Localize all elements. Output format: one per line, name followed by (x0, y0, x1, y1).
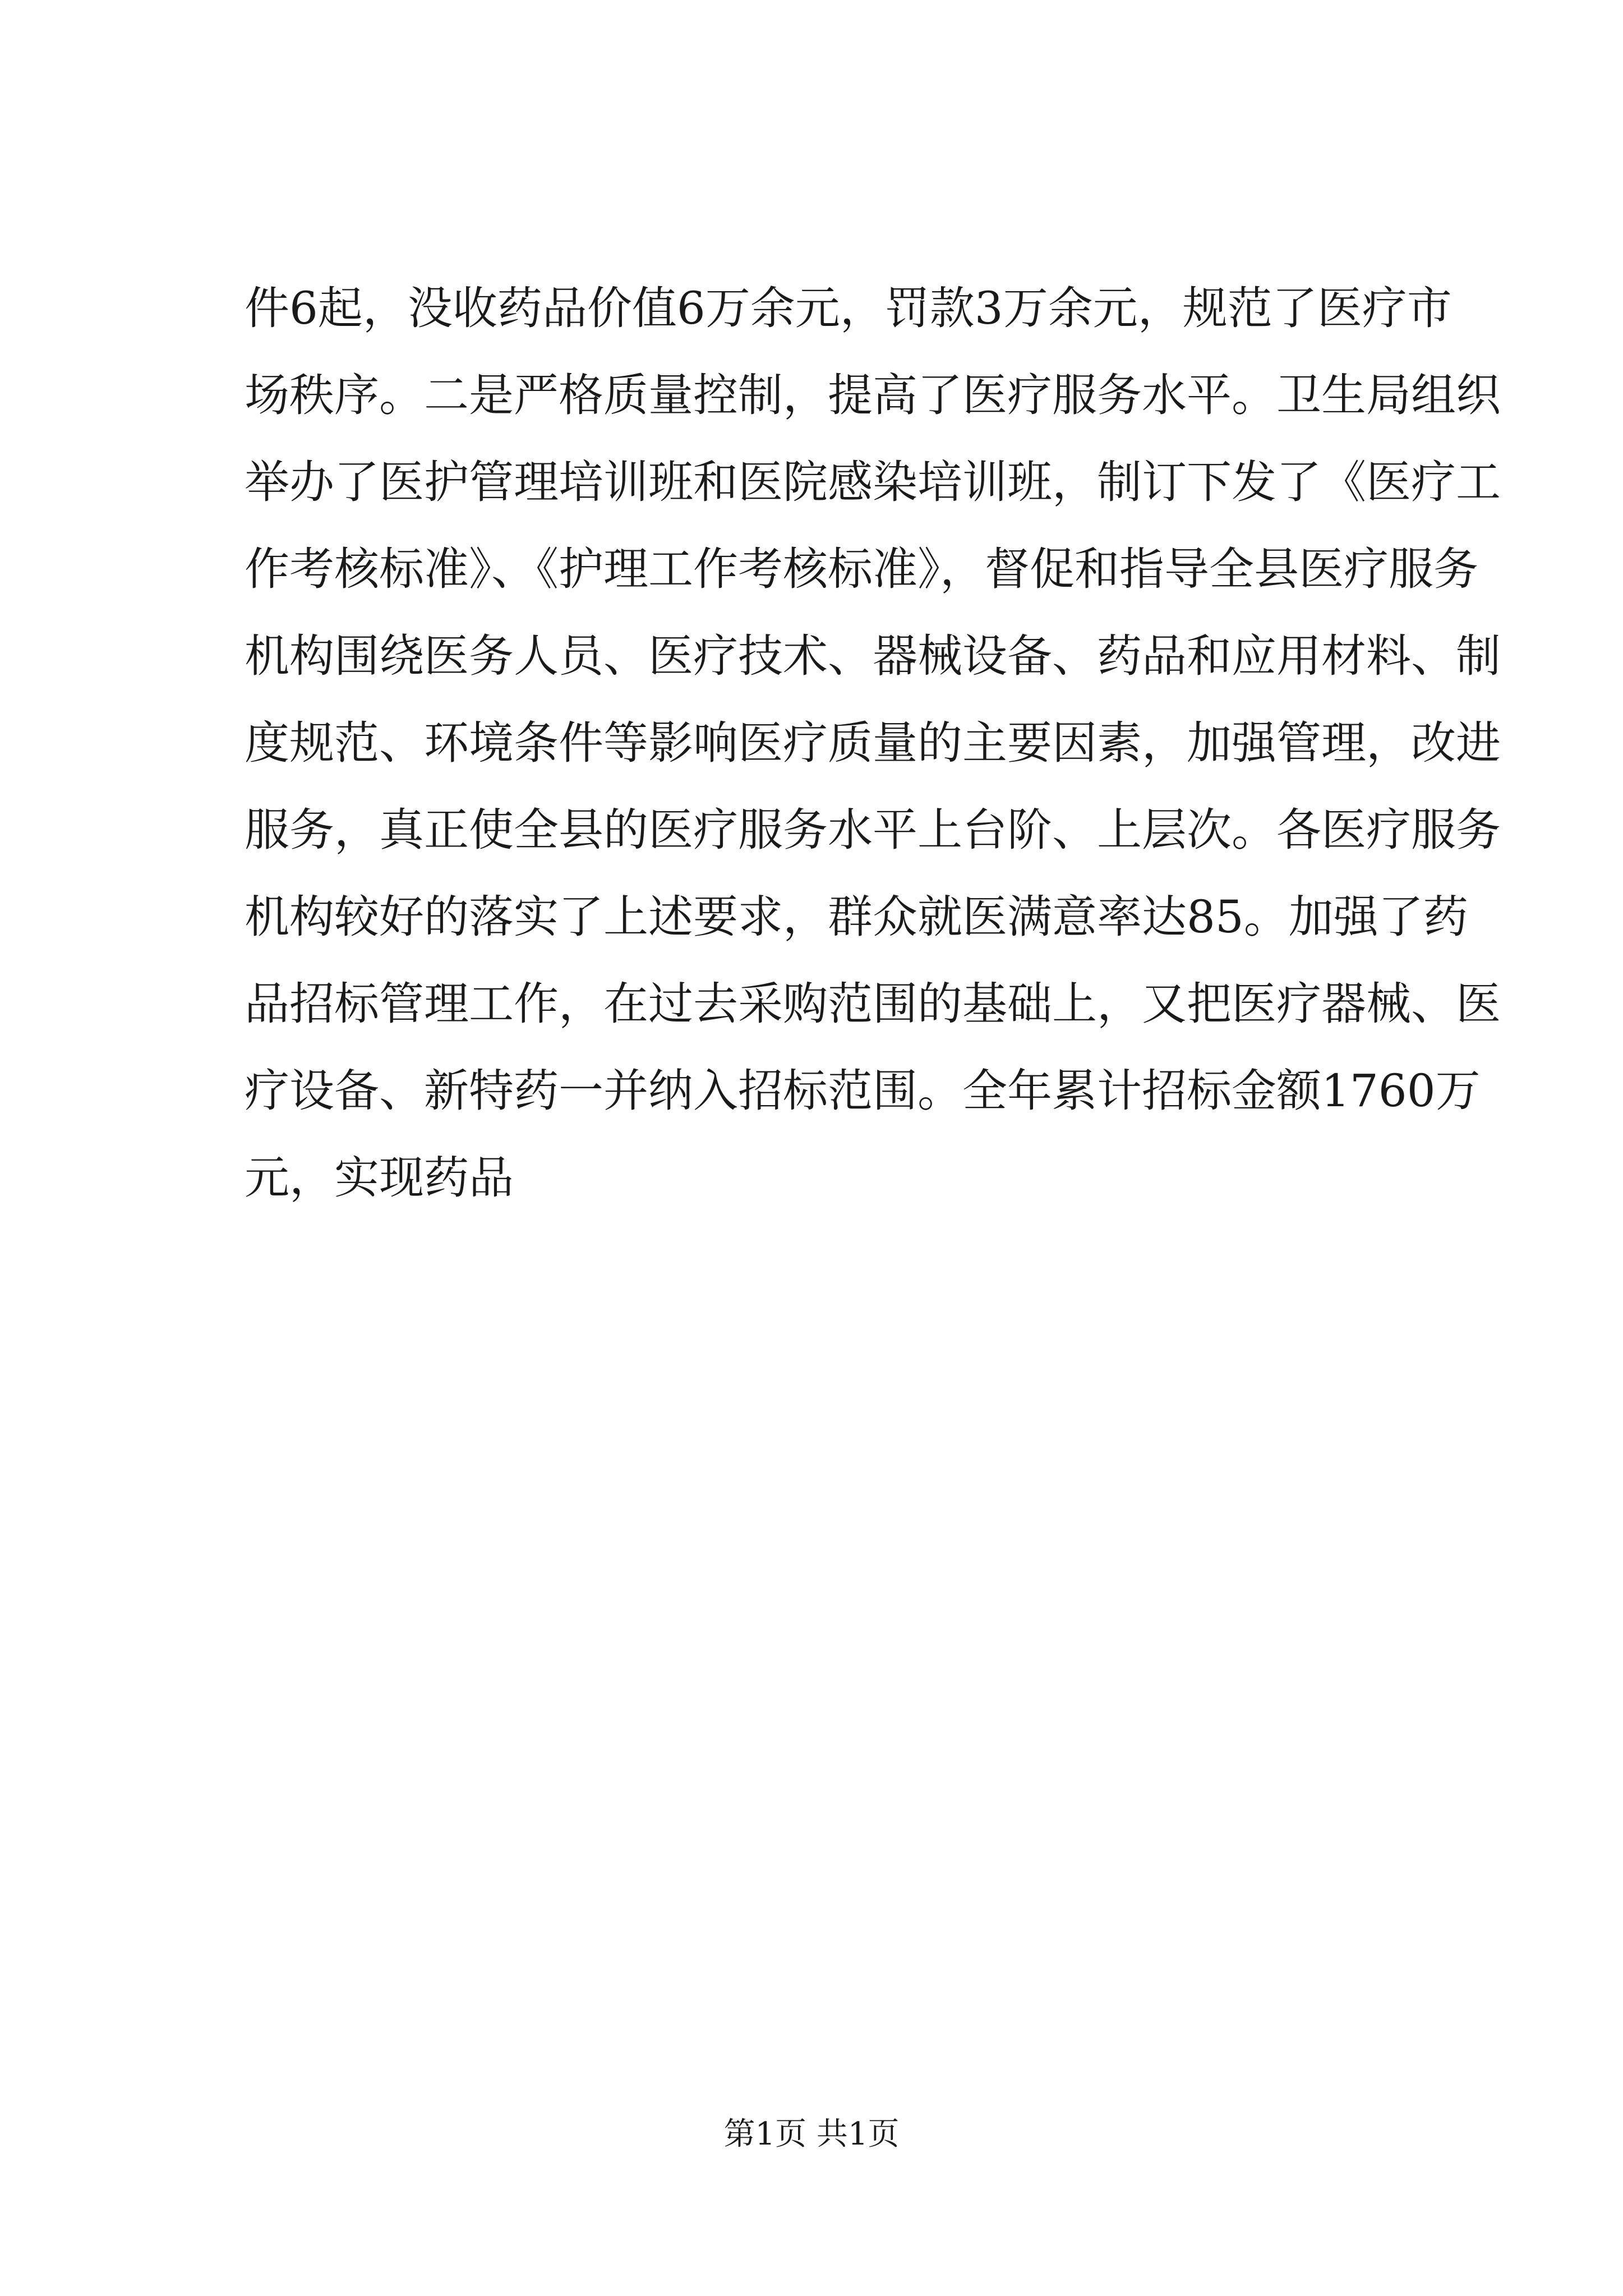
text-line: 举办了医护管理培训班和医院感染培训班，制订下发了《医疗工 (245, 456, 1501, 508)
text-line: 度规范、环境条件等影响医疗质量的主要因素，加强管理，改进 (245, 717, 1501, 769)
text-line: 服务，真正使全县的医疗服务水平上台阶、上层次。各医疗服务 (245, 804, 1501, 856)
text-line: 机构围绕医务人员、医疗技术、器械设备、药品和应用材料、制 (245, 630, 1501, 682)
text-line: 机构较好的落实了上述要求，群众就医满意率达85。加强了药 (245, 891, 1468, 943)
body-paragraph (245, 265, 1501, 1221)
text-line: 作考核标准》、《护理工作考核标准》，督促和指导全县医疗服务 (245, 543, 1478, 595)
text-line: 件6起，没收药品价值6万余元，罚款3万余元，规范了医疗市 (245, 282, 1452, 334)
text-line: 元，实现药品 (245, 1152, 514, 1204)
text-line: 品招标管理工作，在过去采购范围的基础上，又把医疗器械、医 (245, 978, 1501, 1030)
text-line: 场秩序。二是严格质量控制，提高了医疗服务水平。卫生局组织 (245, 369, 1501, 421)
page-number-footer: 第1页 共1页 (723, 2116, 900, 2152)
text-line: 疗设备、新特药一并纳入招标范围。全年累计招标金额1760万 (245, 1065, 1481, 1117)
